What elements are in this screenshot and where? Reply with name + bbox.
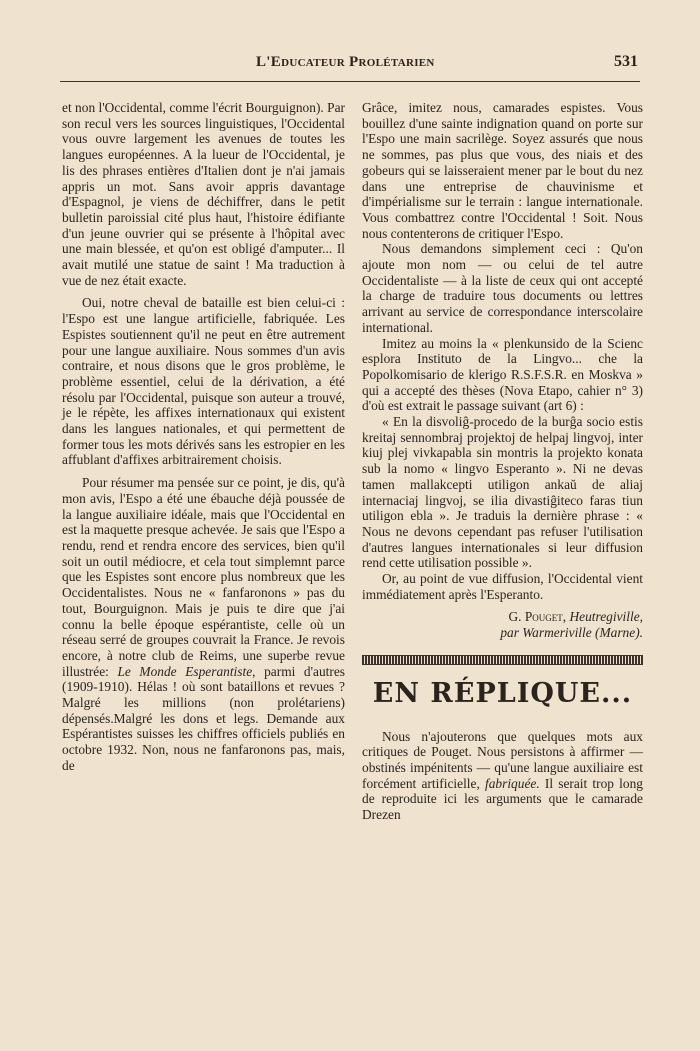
section-divider — [362, 655, 643, 665]
author-place: par Warmeriville (Marne). — [500, 624, 643, 640]
paragraph — [362, 729, 643, 823]
paragraph — [62, 475, 345, 773]
paragraph-text: Nous n'ajouterons que quelques mots aux critiques de Pouget. Nous persistons à affirmer — obstinés impénitents — qu'une langue auxiliaire est forcément artificielle, — [362, 728, 643, 791]
paragraph-text: Pour résumer ma pensée sur ce point, je dis, qu'à mon avis, l'Espo a été une ébauche déjà poussée de la langue auxiliaire idéale, mais que l'Occidental en est la maquette presque achevée. Je sais que l'Espo a rendu, rend et rendra encore des services, bien qu'il soit un outil médiocre, et cela tout simplemnt parce que les Espistes sont encore plus nombreux que les Occidentalistes. Nous ne « fanfaronons » pas du tout, Bourguignon. Mais je puis te dire que j'ai connu la belle époque espérantiste, celle où un réseau serré de groupes couvrait la France. Je revois encore, à notre club de Reims, une superbe revue illustrée: — [62, 475, 345, 679]
page-number: 531 — [614, 53, 638, 70]
paragraph: Nous demandons simplement ceci : Qu'on ajoute mon nom — ou celui de tel autre Occidentaliste — à la liste de ceux qui ont accepté la charge de traduire tous documents ou lettres arrivant au service de correspondance interscolaire international. — [362, 241, 643, 335]
esperanto-quote: « En la disvoliĝ-procedo de la burĝa socio estis kreitaj sennombraj projektoj de helpaj lingvoj, inter kiuj plej vivkapabla sin montris la projekto konata sub la nomo « lingvo Esperanto ». Ni ne devas tamen mallakcepti utiligon ankaŭ de aliaj internaciaj lingvoj, se ilia divastiĝiteco faras tiun utiligon ebla ». Je traduis la dernière phrase : « Nous ne devons cependant pas refuser l'utilisation d'autres langues internationales si leur diffusion rend cette utilisation possible ». — [362, 414, 643, 571]
paragraph-text: Il serait trop long de reproduite ici les arguments que le camarade Drezen — [362, 775, 643, 823]
paragraph-text: , parmi d'autres (1909-1910). Hélas ! où sont bataillons et revues ? Malgré les millions (non prolétariens) dépensés.Malgré les dons et legs. Demande aux Espérantistes suisses les chiffres officiels publiés en octobre 1932. Non, nous ne fanfaronons pas, mais, de — [62, 663, 346, 773]
magazine-title: Le Monde Esperantiste — [117, 663, 253, 679]
paragraph: Imitez au moins la « plenkunsido de la Scienc esplora Instituto de la Lingvo... che la Popolkomisario de klerigo R.S.F.S.R. en Moskva » qui a accepté des thèses (Nova Etapo, cahier n° 3) d'où est extrait le passage suivant (art 6) : — [362, 335, 643, 414]
paragraph: Grâce, imitez nous, camarades espistes. Vous bouillez d'une sainte indignation quand on porte sur l'Espo une main sacrilège. Soyez assurés que nous ne sommes, pas plus que vous, des niais et des gobeurs qui se laisseraient mener par le bout du nez dans une entreprise de chauvinisme et d'impérialisme sur le terrain : langue internationale. Vous combattrez contre l'Occidental ! Soit. Nous nous contenterons de critiquer l'Espo. — [362, 100, 643, 241]
paragraph: Or, au point de vue diffusion, l'Occidental vient immédiatement après l'Esperanto. — [362, 571, 643, 602]
header-rule — [60, 81, 640, 82]
paragraph: Oui, notre cheval de bataille est bien celui-ci : l'Espo est une langue artificielle, fabriquée. Les Espistes soutiennent qu'il ne peut en être autrement pour une langue auxiliaire. Nous sommes d'un avis contraire, et nous disons que le gros problème, le problème essentiel, celui de la dérivation, a été résolu par l'Occidental, puisque son auteur a trouvé, je le répète, les affixes internationaux qui existent dans les langues nationales, et qui permettent de former tous les mots dérivés sans les estropier en les affublant d'affixes arbitrairement choisis. — [62, 295, 345, 468]
journal-title: L'Educateur Prolétarien — [256, 54, 435, 70]
signature — [362, 609, 643, 641]
section-title: EN RÉPLIQUE... — [372, 677, 633, 709]
emphasis: fabriquée. — [485, 775, 540, 791]
paragraph: et non l'Occidental, comme l'écrit Bourguignon). Par son recul vers les sources linguistiques, l'Occidental vous ouvre largement les avenues de toutes les langues européennes. A la lueur de l'Occidental, je lis des phrases entières d'Italien dont je n'ai jamais appris un mot. Sans avoir appris davantage d'Espagnol, je viens de déchiffrer, dans le petit bulletin paroissial cité plus haut, l'histoire édifiante d'un jeune ouvrier qui se présente à l'hôpital avec une main blessée, et qu'on est obligé d'amputer... Il avait mutilé une statue de saint ! Ma traduction à vue de nez était exacte. — [62, 100, 345, 288]
author-place: Heutregiville, — [569, 608, 643, 624]
page-header — [60, 50, 640, 74]
left-column — [62, 100, 345, 774]
author-name: G. Pouget, — [508, 608, 567, 624]
right-column — [362, 100, 643, 823]
